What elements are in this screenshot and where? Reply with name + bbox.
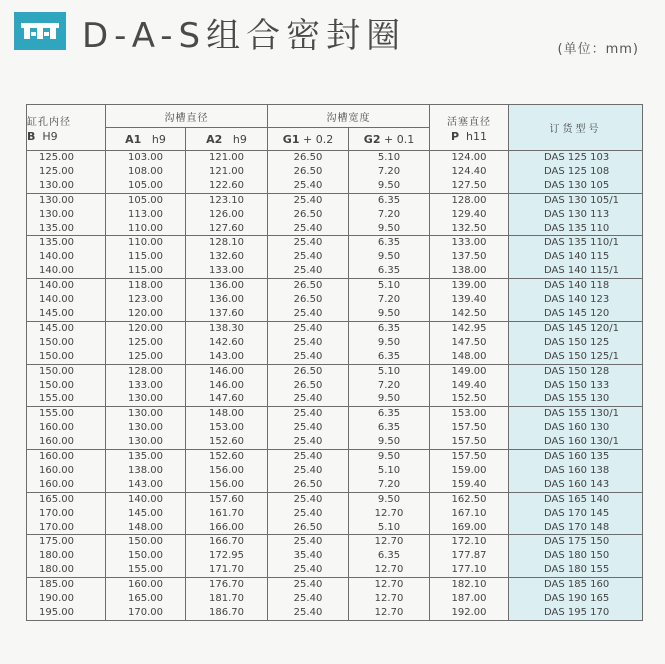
a2-cell: 153.00: [186, 421, 268, 435]
piston-cell: 139.00: [430, 279, 509, 293]
a2-cell: 126.00: [186, 208, 268, 222]
g2-cell: 9.50: [349, 222, 430, 236]
order-model-cell: DAS 150 128: [509, 364, 643, 378]
table-row: [27, 250, 643, 264]
g2-cell: 9.50: [349, 392, 430, 406]
g2-cell: 6.35: [349, 321, 430, 335]
a1-cell: 130.00: [106, 421, 186, 435]
table-row: [27, 592, 643, 606]
bore-cell: 140.00: [27, 293, 106, 307]
g1-cell: 25.40: [268, 222, 349, 236]
piston-cell: 152.50: [430, 392, 509, 406]
a1-cell: 123.00: [106, 293, 186, 307]
g1-cell: 25.40: [268, 350, 349, 364]
a1-cell: 118.00: [106, 279, 186, 293]
spec-table-body: [27, 151, 643, 621]
order-model-cell: DAS 160 143: [509, 478, 643, 492]
table-row: [27, 606, 643, 620]
header-g2-code: G2: [363, 132, 381, 146]
piston-cell: 177.10: [430, 563, 509, 577]
a1-cell: 108.00: [106, 165, 186, 179]
table-row: [27, 293, 643, 307]
order-model-cell: DAS 140 118: [509, 279, 643, 293]
order-model-cell: DAS 125 103: [509, 151, 643, 165]
g1-cell: 25.40: [268, 392, 349, 406]
piston-cell: 147.50: [430, 336, 509, 350]
a2-cell: 137.60: [186, 307, 268, 321]
order-model-cell: DAS 160 130/1: [509, 435, 643, 449]
table-row: [27, 350, 643, 364]
bore-cell: 165.00: [27, 492, 106, 506]
header-bore-diameter: [27, 105, 106, 151]
a2-cell: 147.60: [186, 392, 268, 406]
table-row: [27, 578, 643, 592]
table-row: [27, 179, 643, 193]
a2-cell: 166.70: [186, 535, 268, 549]
header-a2-code: A2: [206, 132, 223, 146]
a2-cell: 136.00: [186, 279, 268, 293]
g1-cell: 25.40: [268, 578, 349, 592]
bore-cell: 160.00: [27, 478, 106, 492]
header-order-model: 订货型号: [509, 105, 643, 151]
header-g1-tolerance: + 0.2: [302, 132, 334, 146]
header-a1-code: A1: [125, 132, 142, 146]
a2-cell: 166.00: [186, 521, 268, 535]
order-model-cell: DAS 150 125/1: [509, 350, 643, 364]
order-model-cell: DAS 185 160: [509, 578, 643, 592]
a2-cell: 122.60: [186, 179, 268, 193]
g1-cell: 25.40: [268, 492, 349, 506]
g1-cell: 25.40: [268, 179, 349, 193]
g1-cell: 25.40: [268, 606, 349, 620]
a1-cell: 170.00: [106, 606, 186, 620]
a2-cell: 176.70: [186, 578, 268, 592]
piston-cell: 149.00: [430, 364, 509, 378]
order-model-cell: DAS 165 140: [509, 492, 643, 506]
order-model-cell: DAS 180 150: [509, 549, 643, 563]
header-g2: [349, 128, 430, 151]
table-row: [27, 549, 643, 563]
g1-cell: 25.40: [268, 563, 349, 577]
header-a1-tolerance: h9: [151, 132, 166, 146]
header-piston-code: P: [450, 129, 460, 143]
table-row: [27, 521, 643, 535]
order-model-cell: DAS 160 138: [509, 464, 643, 478]
piston-cell: 182.10: [430, 578, 509, 592]
bore-cell: 170.00: [27, 507, 106, 521]
a2-cell: 181.70: [186, 592, 268, 606]
order-model-cell: DAS 175 150: [509, 535, 643, 549]
g1-cell: 26.50: [268, 279, 349, 293]
table-row: [27, 421, 643, 435]
g1-cell: 25.40: [268, 264, 349, 278]
bore-cell: 160.00: [27, 435, 106, 449]
bore-cell: 190.00: [27, 592, 106, 606]
header-a2: [186, 128, 268, 151]
a1-cell: 133.00: [106, 379, 186, 393]
g1-cell: 26.50: [268, 379, 349, 393]
g2-cell: 6.35: [349, 236, 430, 250]
order-model-cell: DAS 130 105/1: [509, 193, 643, 207]
table-row: [27, 379, 643, 393]
g1-cell: 25.40: [268, 464, 349, 478]
header-piston-diameter: [430, 105, 509, 151]
g2-cell: 5.10: [349, 151, 430, 165]
bore-cell: 155.00: [27, 392, 106, 406]
bore-cell: 180.00: [27, 549, 106, 563]
a1-cell: 105.00: [106, 193, 186, 207]
piston-cell: 139.40: [430, 293, 509, 307]
order-model-cell: DAS 135 110/1: [509, 236, 643, 250]
g2-cell: 9.50: [349, 336, 430, 350]
g1-cell: 25.40: [268, 435, 349, 449]
header-g2-tolerance: + 0.1: [383, 132, 415, 146]
g1-cell: 25.40: [268, 236, 349, 250]
table-row: [27, 535, 643, 549]
a1-cell: 115.00: [106, 264, 186, 278]
piston-cell: 124.00: [430, 151, 509, 165]
g1-cell: 25.40: [268, 193, 349, 207]
header-a1: [106, 128, 186, 151]
a2-cell: 156.00: [186, 478, 268, 492]
g2-cell: 9.50: [349, 450, 430, 464]
a1-cell: 150.00: [106, 549, 186, 563]
piston-cell: 157.50: [430, 421, 509, 435]
header-groove-width: 沟槽宽度: [268, 105, 430, 128]
table-row: [27, 279, 643, 293]
header-piston-tolerance: h11: [466, 129, 488, 143]
table-row: [27, 151, 643, 165]
g2-cell: 9.50: [349, 250, 430, 264]
g2-cell: 7.20: [349, 478, 430, 492]
a1-cell: 125.00: [106, 336, 186, 350]
order-model-cell: DAS 160 130: [509, 421, 643, 435]
a1-cell: 150.00: [106, 535, 186, 549]
g1-cell: 26.50: [268, 478, 349, 492]
a1-cell: 110.00: [106, 236, 186, 250]
a2-cell: 156.00: [186, 464, 268, 478]
a2-cell: 127.60: [186, 222, 268, 236]
bore-cell: 145.00: [27, 321, 106, 335]
a2-cell: 146.00: [186, 379, 268, 393]
g2-cell: 5.10: [349, 464, 430, 478]
a2-cell: 136.00: [186, 293, 268, 307]
g2-cell: 6.35: [349, 264, 430, 278]
bore-cell: 145.00: [27, 307, 106, 321]
a2-cell: 121.00: [186, 151, 268, 165]
bore-cell: 155.00: [27, 407, 106, 421]
a1-cell: 148.00: [106, 521, 186, 535]
order-model-cell: DAS 150 133: [509, 379, 643, 393]
a1-cell: 120.00: [106, 321, 186, 335]
order-model-cell: DAS 140 115: [509, 250, 643, 264]
table-row: [27, 208, 643, 222]
bore-cell: 160.00: [27, 450, 106, 464]
g1-cell: 25.40: [268, 407, 349, 421]
table-row: [27, 321, 643, 335]
g1-cell: 35.40: [268, 549, 349, 563]
g2-cell: 9.50: [349, 307, 430, 321]
order-model-cell: DAS 145 120/1: [509, 321, 643, 335]
bore-cell: 160.00: [27, 464, 106, 478]
piston-cell: 177.87: [430, 549, 509, 563]
bore-cell: 195.00: [27, 606, 106, 620]
a1-cell: 140.00: [106, 492, 186, 506]
bore-cell: 170.00: [27, 521, 106, 535]
piston-cell: 169.00: [430, 521, 509, 535]
table-row: [27, 478, 643, 492]
table-row: [27, 435, 643, 449]
bore-cell: 150.00: [27, 350, 106, 364]
piston-cell: 153.00: [430, 407, 509, 421]
bore-cell: 140.00: [27, 279, 106, 293]
table-row: [27, 336, 643, 350]
order-model-cell: DAS 130 113: [509, 208, 643, 222]
g2-cell: 12.70: [349, 563, 430, 577]
a2-cell: 133.00: [186, 264, 268, 278]
piston-cell: 167.10: [430, 507, 509, 521]
a1-cell: 160.00: [106, 578, 186, 592]
unit-note: (单位：mm): [557, 42, 639, 57]
piston-cell: 133.00: [430, 236, 509, 250]
piston-cell: 187.00: [430, 592, 509, 606]
a1-cell: 145.00: [106, 507, 186, 521]
piston-cell: 172.10: [430, 535, 509, 549]
a1-cell: 128.00: [106, 364, 186, 378]
piston-cell: 159.40: [430, 478, 509, 492]
g2-cell: 5.10: [349, 364, 430, 378]
bore-cell: 125.00: [27, 151, 106, 165]
order-model-cell: DAS 195 170: [509, 606, 643, 620]
piston-cell: 138.00: [430, 264, 509, 278]
g2-cell: 6.35: [349, 193, 430, 207]
bore-cell: 185.00: [27, 578, 106, 592]
piston-cell: 157.50: [430, 435, 509, 449]
bore-cell: 150.00: [27, 364, 106, 378]
header-bore-tolerance: H9: [42, 129, 58, 143]
a1-cell: 135.00: [106, 450, 186, 464]
bore-cell: 175.00: [27, 535, 106, 549]
order-model-cell: DAS 130 105: [509, 179, 643, 193]
a2-cell: 152.60: [186, 435, 268, 449]
piston-cell: 148.00: [430, 350, 509, 364]
piston-cell: 192.00: [430, 606, 509, 620]
order-model-cell: DAS 155 130/1: [509, 407, 643, 421]
table-row: [27, 236, 643, 250]
order-model-cell: DAS 140 115/1: [509, 264, 643, 278]
g2-cell: 7.20: [349, 293, 430, 307]
order-model-cell: DAS 155 130: [509, 392, 643, 406]
header-a2-tolerance: h9: [232, 132, 247, 146]
header-groove-diameter: 沟槽直径: [106, 105, 268, 128]
g2-cell: 12.70: [349, 578, 430, 592]
g1-cell: 25.40: [268, 507, 349, 521]
g2-cell: 12.70: [349, 507, 430, 521]
spec-table: [26, 104, 643, 621]
bore-cell: 130.00: [27, 208, 106, 222]
order-model-cell: DAS 170 148: [509, 521, 643, 535]
a2-cell: 152.60: [186, 450, 268, 464]
g1-cell: 25.40: [268, 450, 349, 464]
a1-cell: 130.00: [106, 392, 186, 406]
piston-cell: 128.00: [430, 193, 509, 207]
order-model-cell: DAS 190 165: [509, 592, 643, 606]
piston-cell: 159.00: [430, 464, 509, 478]
a2-cell: 123.10: [186, 193, 268, 207]
a2-cell: 161.70: [186, 507, 268, 521]
piston-cell: 149.40: [430, 379, 509, 393]
g1-cell: 26.50: [268, 364, 349, 378]
g1-cell: 25.40: [268, 535, 349, 549]
piston-cell: 142.50: [430, 307, 509, 321]
g2-cell: 12.70: [349, 592, 430, 606]
bore-cell: 135.00: [27, 236, 106, 250]
brand-logo: [14, 12, 66, 50]
header-bore-label: 缸孔内径: [27, 116, 71, 128]
g2-cell: 6.35: [349, 350, 430, 364]
a2-cell: 171.70: [186, 563, 268, 577]
piston-cell: 124.40: [430, 165, 509, 179]
g1-cell: 25.40: [268, 307, 349, 321]
g2-cell: 9.50: [349, 492, 430, 506]
a1-cell: 110.00: [106, 222, 186, 236]
order-model-cell: DAS 160 135: [509, 450, 643, 464]
a1-cell: 120.00: [106, 307, 186, 321]
a2-cell: 172.95: [186, 549, 268, 563]
a2-cell: 142.60: [186, 336, 268, 350]
a2-cell: 132.60: [186, 250, 268, 264]
page-title: D-A-S组合密封圈: [82, 16, 407, 56]
a1-cell: 165.00: [106, 592, 186, 606]
table-row: [27, 165, 643, 179]
g2-cell: 7.20: [349, 208, 430, 222]
a1-cell: 143.00: [106, 478, 186, 492]
table-row: [27, 464, 643, 478]
bore-cell: 180.00: [27, 563, 106, 577]
a2-cell: 148.00: [186, 407, 268, 421]
g2-cell: 12.70: [349, 606, 430, 620]
bore-cell: 150.00: [27, 379, 106, 393]
g1-cell: 26.50: [268, 293, 349, 307]
a1-cell: 103.00: [106, 151, 186, 165]
g2-cell: 9.50: [349, 179, 430, 193]
table-row: [27, 563, 643, 577]
g1-cell: 26.50: [268, 165, 349, 179]
a1-cell: 138.00: [106, 464, 186, 478]
order-model-cell: DAS 140 123: [509, 293, 643, 307]
order-model-cell: DAS 135 110: [509, 222, 643, 236]
g1-cell: 26.50: [268, 521, 349, 535]
g2-cell: 12.70: [349, 535, 430, 549]
bore-cell: 140.00: [27, 264, 106, 278]
a2-cell: 143.00: [186, 350, 268, 364]
piston-cell: 127.50: [430, 179, 509, 193]
g2-cell: 5.10: [349, 279, 430, 293]
table-row: [27, 364, 643, 378]
bore-cell: 125.00: [27, 165, 106, 179]
a2-cell: 121.00: [186, 165, 268, 179]
g1-cell: 26.50: [268, 151, 349, 165]
bore-cell: 130.00: [27, 193, 106, 207]
g1-cell: 25.40: [268, 321, 349, 335]
g2-cell: 7.20: [349, 165, 430, 179]
g2-cell: 9.50: [349, 435, 430, 449]
table-row: [27, 407, 643, 421]
a1-cell: 125.00: [106, 350, 186, 364]
a2-cell: 138.30: [186, 321, 268, 335]
order-model-cell: DAS 125 108: [509, 165, 643, 179]
table-row: [27, 264, 643, 278]
a1-cell: 115.00: [106, 250, 186, 264]
a2-cell: 186.70: [186, 606, 268, 620]
g2-cell: 6.35: [349, 407, 430, 421]
piston-cell: 137.50: [430, 250, 509, 264]
bore-cell: 135.00: [27, 222, 106, 236]
a1-cell: 155.00: [106, 563, 186, 577]
header-g1: [268, 128, 349, 151]
piston-cell: 129.40: [430, 208, 509, 222]
a1-cell: 105.00: [106, 179, 186, 193]
header-bore-code: B: [27, 129, 36, 143]
order-model-cell: DAS 170 145: [509, 507, 643, 521]
a1-cell: 130.00: [106, 435, 186, 449]
piston-cell: 157.50: [430, 450, 509, 464]
piston-cell: 132.50: [430, 222, 509, 236]
g1-cell: 25.40: [268, 592, 349, 606]
a1-cell: 130.00: [106, 407, 186, 421]
a2-cell: 157.60: [186, 492, 268, 506]
table-row: [27, 450, 643, 464]
order-model-cell: DAS 150 125: [509, 336, 643, 350]
g2-cell: 7.20: [349, 379, 430, 393]
header-g1-code: G1: [282, 132, 300, 146]
order-model-cell: DAS 180 155: [509, 563, 643, 577]
order-model-cell: DAS 145 120: [509, 307, 643, 321]
bore-cell: 150.00: [27, 336, 106, 350]
table-row: [27, 392, 643, 406]
piston-cell: 142.95: [430, 321, 509, 335]
g2-cell: 6.35: [349, 421, 430, 435]
table-row: [27, 507, 643, 521]
bore-cell: 140.00: [27, 250, 106, 264]
a1-cell: 113.00: [106, 208, 186, 222]
a2-cell: 146.00: [186, 364, 268, 378]
header-piston-label: 活塞直径: [447, 116, 491, 128]
g2-cell: 6.35: [349, 549, 430, 563]
table-row: [27, 193, 643, 207]
table-row: [27, 307, 643, 321]
piston-cell: 162.50: [430, 492, 509, 506]
g2-cell: 5.10: [349, 521, 430, 535]
g1-cell: 25.40: [268, 250, 349, 264]
bore-cell: 160.00: [27, 421, 106, 435]
table-row: [27, 222, 643, 236]
a2-cell: 128.10: [186, 236, 268, 250]
g1-cell: 25.40: [268, 421, 349, 435]
g1-cell: 25.40: [268, 336, 349, 350]
bore-cell: 130.00: [27, 179, 106, 193]
seal-icon: [20, 20, 60, 42]
g1-cell: 26.50: [268, 208, 349, 222]
table-row: [27, 492, 643, 506]
